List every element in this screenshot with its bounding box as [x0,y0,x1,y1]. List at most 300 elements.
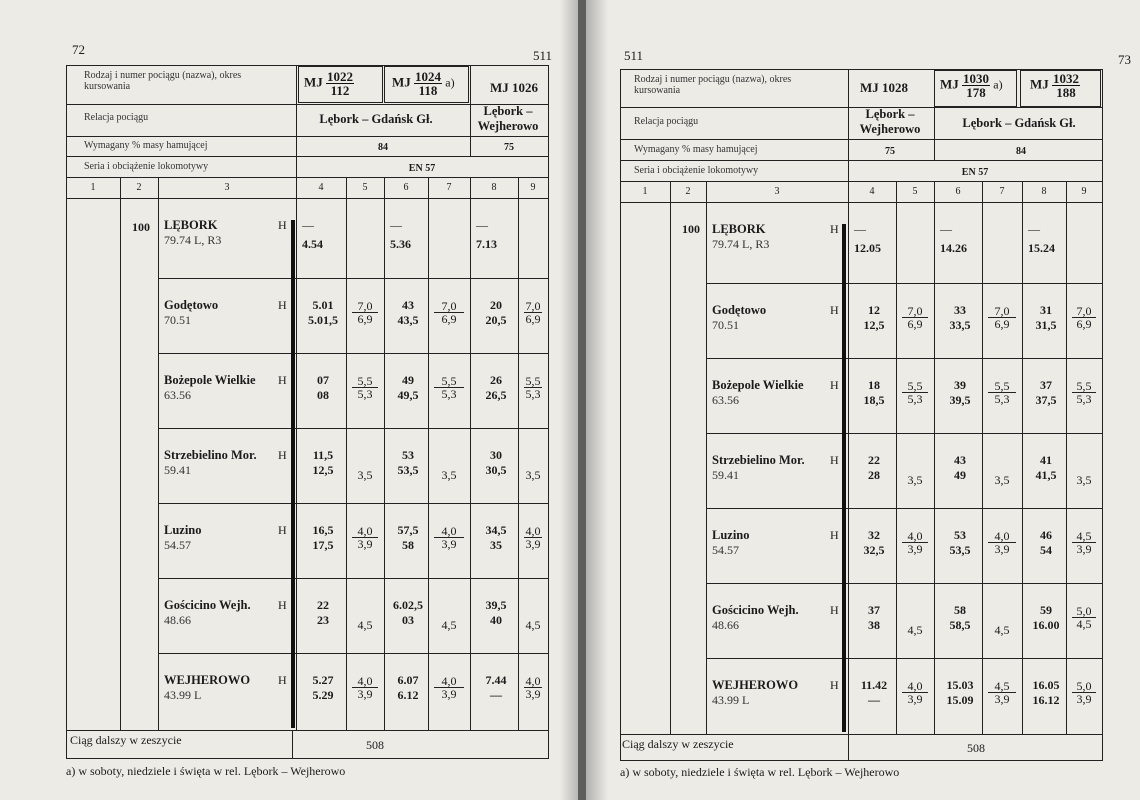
run-time: 4,5 [441,618,457,632]
column-number: 2 [136,182,142,193]
row-rule [706,508,1102,509]
arrival-time: 6.02,5 [393,598,423,612]
run-time: 5,5 [434,375,464,388]
time-cell [940,453,980,483]
halt-marker: H [830,222,839,236]
train-box [384,102,468,103]
station-name: LĘBORK [164,218,218,232]
station-name: LĘBORK [712,222,766,236]
brake-value: 75 [504,142,514,153]
departure-time: 5.36 [390,237,411,251]
arrival-time: 43 [402,298,414,312]
table-border [548,65,549,759]
time-cell [940,603,980,633]
halt-marker: H [278,448,287,462]
station-name: WEJHEROWO [712,678,799,692]
arrival-time: 57,5 [397,523,419,537]
train-header-2 [940,72,1003,99]
departure-time: 26,5 [485,388,507,402]
departure-time: 31,5 [1035,318,1057,332]
time-cell [390,448,426,478]
time-cell [854,222,894,256]
departure-time: 54 [1040,543,1052,557]
departure-time: 30,5 [485,463,507,477]
departure-time: 08 [317,388,329,402]
arrival-time: 16,5 [312,523,334,537]
arrival-time: 41 [1040,453,1052,467]
column-number: 6 [403,182,409,193]
arrival-time: 12 [868,303,880,317]
table-border [620,760,1102,761]
column-rule [120,177,121,730]
station-name: Gościcino Wejh. [712,603,799,617]
ref-number: 511 [624,48,644,63]
row-rule [158,278,548,279]
run-time-alt: 3,9 [907,542,923,556]
relation-value: Lębork – Gdańsk Gł. [319,112,433,126]
arrival-time: 37 [1040,378,1052,392]
run-time: 4,0 [352,675,378,688]
train-prefix: MJ [1030,76,1049,92]
run-time-alt: 3,9 [357,687,373,701]
train-box [384,66,468,67]
run-time-fraction [902,380,928,405]
column-number: 6 [955,186,961,197]
departure-time: 03 [402,613,414,627]
arrival-time: — [1028,222,1040,236]
departure-time: 49 [954,468,966,482]
run-time-alt: 3,9 [994,692,1010,706]
arrival-time: 30 [490,448,502,462]
brake-label: Wymagany % masy hamującej [634,144,758,155]
arrival-time: 07 [317,373,329,387]
run-time: 7,0 [902,305,928,318]
time-cell [854,678,894,708]
train-number-fraction [414,70,442,97]
run-time-fraction [1072,530,1096,555]
run-time-fraction [1072,305,1096,330]
arrival-time: 6.07 [397,673,419,687]
run-time-fraction [988,680,1016,705]
time-cell [302,598,344,628]
departure-time: 4.54 [302,237,323,251]
time-cell [1028,222,1064,256]
run-time-fraction [524,375,542,400]
arrival-time: 18 [868,378,880,392]
run-time-alt: 6,9 [441,312,457,326]
run-time-fraction [1072,605,1096,630]
time-cell [302,673,344,703]
time-cell [302,298,344,328]
run-time-alt: 5,3 [441,387,457,401]
header-rule [66,177,548,178]
column-rule [1066,181,1067,734]
run-time-alt: 6,9 [994,317,1010,331]
loco-value: EN 57 [961,167,989,178]
column-number: 1 [642,186,648,197]
table-border [66,758,548,759]
continuation-value: 508 [967,741,985,755]
run-time-fraction [352,375,378,400]
run-time: 5,5 [1072,380,1096,393]
column-number: 7 [446,182,452,193]
relation-value: Lębork – Wejherowo [477,104,539,133]
run-time-fraction [988,530,1016,555]
run-time-fraction [524,300,542,325]
run-time: 4,0 [434,525,464,538]
run-time: 4,0 [988,530,1016,543]
halt-marker: H [278,598,287,612]
run-time-alt: 3,9 [441,537,457,551]
arrival-time: 53 [954,528,966,542]
train-header-1 [304,70,354,97]
arrival-time: 43 [954,453,966,467]
arrival-time: 32 [868,528,880,542]
page-number: 73 [1118,52,1131,67]
departure-time: 12,5 [312,463,334,477]
run-time: 4,0 [525,674,541,688]
run-time-alt: 4,5 [1076,617,1092,631]
arrival-time: 20 [490,298,502,312]
run-time-fraction [902,530,928,555]
arrival-time: 34,5 [485,523,507,537]
time-cell [476,448,516,478]
column-rule [346,177,347,730]
station-name: Strzebielino Mor. [712,453,805,467]
arrival-time: — [476,218,488,232]
track-bar [291,220,295,728]
relation-value: Lębork – Wejherowo [859,107,921,136]
halt-marker: H [278,298,287,312]
column-number: 4 [869,186,875,197]
departure-time: 41,5 [1035,468,1057,482]
time-cell [476,523,516,553]
column-number: 2 [685,186,691,197]
row-rule [158,428,548,429]
run-time-alt: 6,9 [1076,317,1092,331]
departure-time: 15.24 [1028,241,1055,255]
run-time: 4,0 [902,680,928,693]
time-cell [1028,603,1064,633]
run-time-fraction [1072,680,1096,705]
train-kind-label: Rodzaj i numer pociągu (nazwa), okres kursowania [634,74,792,96]
train-header-1: MJ 1028 [860,80,909,95]
header-rule [620,160,1102,161]
run-time: 5,5 [525,374,541,388]
column-rule [934,181,935,734]
train-note: a) [993,77,1003,92]
departure-time: 40 [490,613,502,627]
run-time: 7,0 [1072,305,1096,318]
loco-label: Seria i obciążenie lokomotywy [634,165,759,176]
run-time-alt: 5,3 [1076,392,1092,406]
run-time-fraction [902,680,928,705]
column-rule [848,181,849,734]
arrival-time: 16.05 [1032,678,1060,692]
time-cell [1028,378,1064,408]
arrival-time: 22 [868,453,880,467]
gutter-shadow [586,0,608,800]
header-rule [66,136,548,137]
footnote: a) w soboty, niedziele i święta w rel. Lębork – Wejherowo [66,764,346,778]
train-box [1020,70,1021,106]
run-time-alt: 5,3 [907,392,923,406]
station-name: Godętowo [164,298,219,312]
run-time-alt: 3,9 [1076,692,1092,706]
run-time-alt: 6,9 [907,317,923,331]
arrival-time: 59 [1040,603,1052,617]
departure-time: — [490,688,502,702]
brake-value: 75 [885,146,895,157]
station-name: Strzebielino Mor. [164,448,257,462]
header-rule [66,198,548,199]
column-number: 9 [530,182,536,193]
time-cell [1028,528,1064,558]
run-time-fraction [1072,380,1096,405]
arrival-time: 58 [954,603,966,617]
table-border [620,69,621,760]
train-prefix: MJ [304,74,323,90]
run-time-fraction [524,525,542,550]
departure-time: 16.00 [1032,618,1060,632]
departure-time: 6.12 [397,688,419,702]
run-time-fraction [352,675,378,700]
station-name: Godętowo [712,303,767,317]
station-km: 63.56 [164,388,191,402]
train-number: 1024 [415,69,442,84]
train-number: 1022 [327,69,354,84]
run-time: 4,5 [1072,530,1096,543]
column-number: 8 [491,182,497,193]
arrival-time: 49 [402,373,414,387]
run-time: 3,5 [357,468,373,482]
run-time-fraction [352,525,378,550]
train-kind-label: Rodzaj i numer pociągu (nazwa), okres kursowania [84,70,242,92]
run-time: 3,5 [907,473,923,487]
departure-time: 15.09 [946,693,974,707]
run-time-fraction [434,300,464,325]
halt-marker: H [278,523,287,537]
halt-marker: H [830,378,839,392]
column-rule [670,181,671,734]
time-cell [940,222,980,256]
row-rule [706,358,1102,359]
train-number: 1030 [963,71,990,86]
departure-time: 49,5 [397,388,419,402]
page-number: 72 [72,42,85,57]
arrival-time: 53 [402,448,414,462]
relation-label: Relacja pociągu [84,112,149,123]
time-cell [476,218,516,252]
run-time: 4,5 [994,623,1010,637]
time-cell [854,603,894,633]
time-cell [476,598,516,628]
station-name: WEJHEROWO [164,673,251,687]
departure-time: 32,5 [863,543,885,557]
brake-label: Wymagany % masy hamującej [84,140,208,151]
departure-time: 12.05 [854,241,881,255]
continuation-label: Ciąg dalszy w zeszycie [70,733,182,747]
train-number-fraction [326,70,354,97]
time-cell [302,373,344,403]
arrival-time: 5.01 [312,298,334,312]
column-rule [470,177,471,730]
departure-time: 33,5 [949,318,971,332]
station-km: 54.57 [164,538,191,552]
station-km: 79.74 L, R3 [164,233,222,247]
train-number-alt: 118 [418,83,438,98]
time-cell [1028,453,1064,483]
header-rule [620,202,1102,203]
station-name: Luzino [164,523,202,537]
column-number: 8 [1041,186,1047,197]
run-time: 5,0 [1072,680,1096,693]
row-rule [706,283,1102,284]
arrival-time: — [940,222,952,236]
train-prefix: MJ [940,76,959,92]
departure-time: 53,5 [397,463,419,477]
column-rule [384,177,385,730]
run-time: 7,0 [988,305,1016,318]
ref-number: 511 [533,48,553,63]
brake-value: 84 [1016,146,1026,157]
run-time-alt: 3,9 [1076,542,1092,556]
run-time-alt: 3,9 [907,692,923,706]
run-time: 3,5 [525,468,541,482]
station-name: Bożepole Wielkie [712,378,804,392]
column-number: 4 [318,182,324,193]
train-number: 1032 [1053,71,1080,86]
time-cell [302,448,344,478]
train-box [468,66,469,103]
run-time: 4,5 [907,623,923,637]
arrival-time: 39 [954,378,966,392]
time-cell [854,378,894,408]
train-box [1016,70,1017,107]
column-number: 1 [90,182,96,193]
station-km: 43.99 L [164,688,202,702]
run-time: 7,0 [525,299,541,313]
run-time: 7,0 [352,300,378,313]
run-time: 4,0 [434,675,464,688]
run-time: 5,5 [988,380,1016,393]
train-box [298,102,382,103]
arrival-time: 7.44 [485,673,507,687]
line-number: 100 [682,222,700,236]
loco-label: Seria i obciążenie lokomotywy [84,161,209,172]
departure-time: 16.12 [1032,693,1060,707]
row-rule [158,353,548,354]
train-number-alt: 178 [966,85,986,100]
row-rule [706,583,1102,584]
row-rule [158,503,548,504]
arrival-time: 26 [490,373,502,387]
station-km: 48.66 [164,613,191,627]
time-cell [302,523,344,553]
time-cell [854,303,894,333]
run-time-alt: 3,9 [525,687,541,701]
column-rule [158,177,159,730]
time-cell [476,673,516,703]
arrival-time: — [390,218,402,232]
time-cell [390,523,426,553]
departure-time: 12,5 [863,318,885,332]
train-number-fraction [1052,72,1080,99]
row-rule [706,433,1102,434]
run-time-fraction [352,300,378,325]
halt-marker: H [278,673,287,687]
time-cell [302,218,344,252]
halt-marker: H [830,303,839,317]
train-box [384,66,385,102]
track-bar [842,224,846,732]
header-rule [620,139,1102,140]
column-number: 9 [1081,186,1087,197]
departure-time: 17,5 [312,538,334,552]
run-time: 4,0 [902,530,928,543]
run-time: 5,5 [352,375,378,388]
station-km: 54.57 [712,543,739,557]
column-number: 3 [224,182,230,193]
time-cell [390,373,426,403]
run-time-alt: 6,9 [525,312,541,326]
train-note: a) [445,75,455,90]
run-time-fraction [988,305,1016,330]
line-number: 100 [132,220,150,234]
train-box [934,106,1016,107]
run-time: 5,0 [1072,605,1096,618]
arrival-time: 5.27 [312,673,334,687]
station-km: 48.66 [712,618,739,632]
time-cell [390,298,426,328]
column-number: 5 [362,182,368,193]
row-rule [620,734,1102,735]
run-time-alt: 3,9 [441,687,457,701]
run-time-fraction [434,675,464,700]
arrival-time: 22 [317,598,329,612]
time-cell [390,673,426,703]
row-rule [158,578,548,579]
run-time: 4,5 [357,618,373,632]
loco-value: EN 57 [408,163,436,174]
train-prefix: MJ [392,74,411,90]
train-number-fraction [962,72,990,99]
departure-time: 58 [402,538,414,552]
station-km: 70.51 [164,313,191,327]
run-time: 7,0 [434,300,464,313]
time-cell [476,373,516,403]
departure-time: 7.13 [476,237,497,251]
run-time-alt: 5,3 [357,387,373,401]
header-rule [620,181,1102,182]
column-rule [706,181,707,734]
departure-time: 28 [868,468,880,482]
station-name: Gościcino Wejh. [164,598,251,612]
arrival-time: 46 [1040,528,1052,542]
header-rule [66,156,548,157]
time-cell [476,298,516,328]
departure-time: 20,5 [485,313,507,327]
row-rule [158,653,548,654]
relation-value: Lębork – Gdańsk Gł. [962,116,1076,130]
train-box [1020,106,1100,107]
departure-time: 58,5 [949,618,971,632]
train-box [298,66,382,67]
arrival-time: — [302,218,314,232]
train-header-3 [1030,72,1080,99]
halt-marker: H [830,603,839,617]
run-time-fraction [434,525,464,550]
